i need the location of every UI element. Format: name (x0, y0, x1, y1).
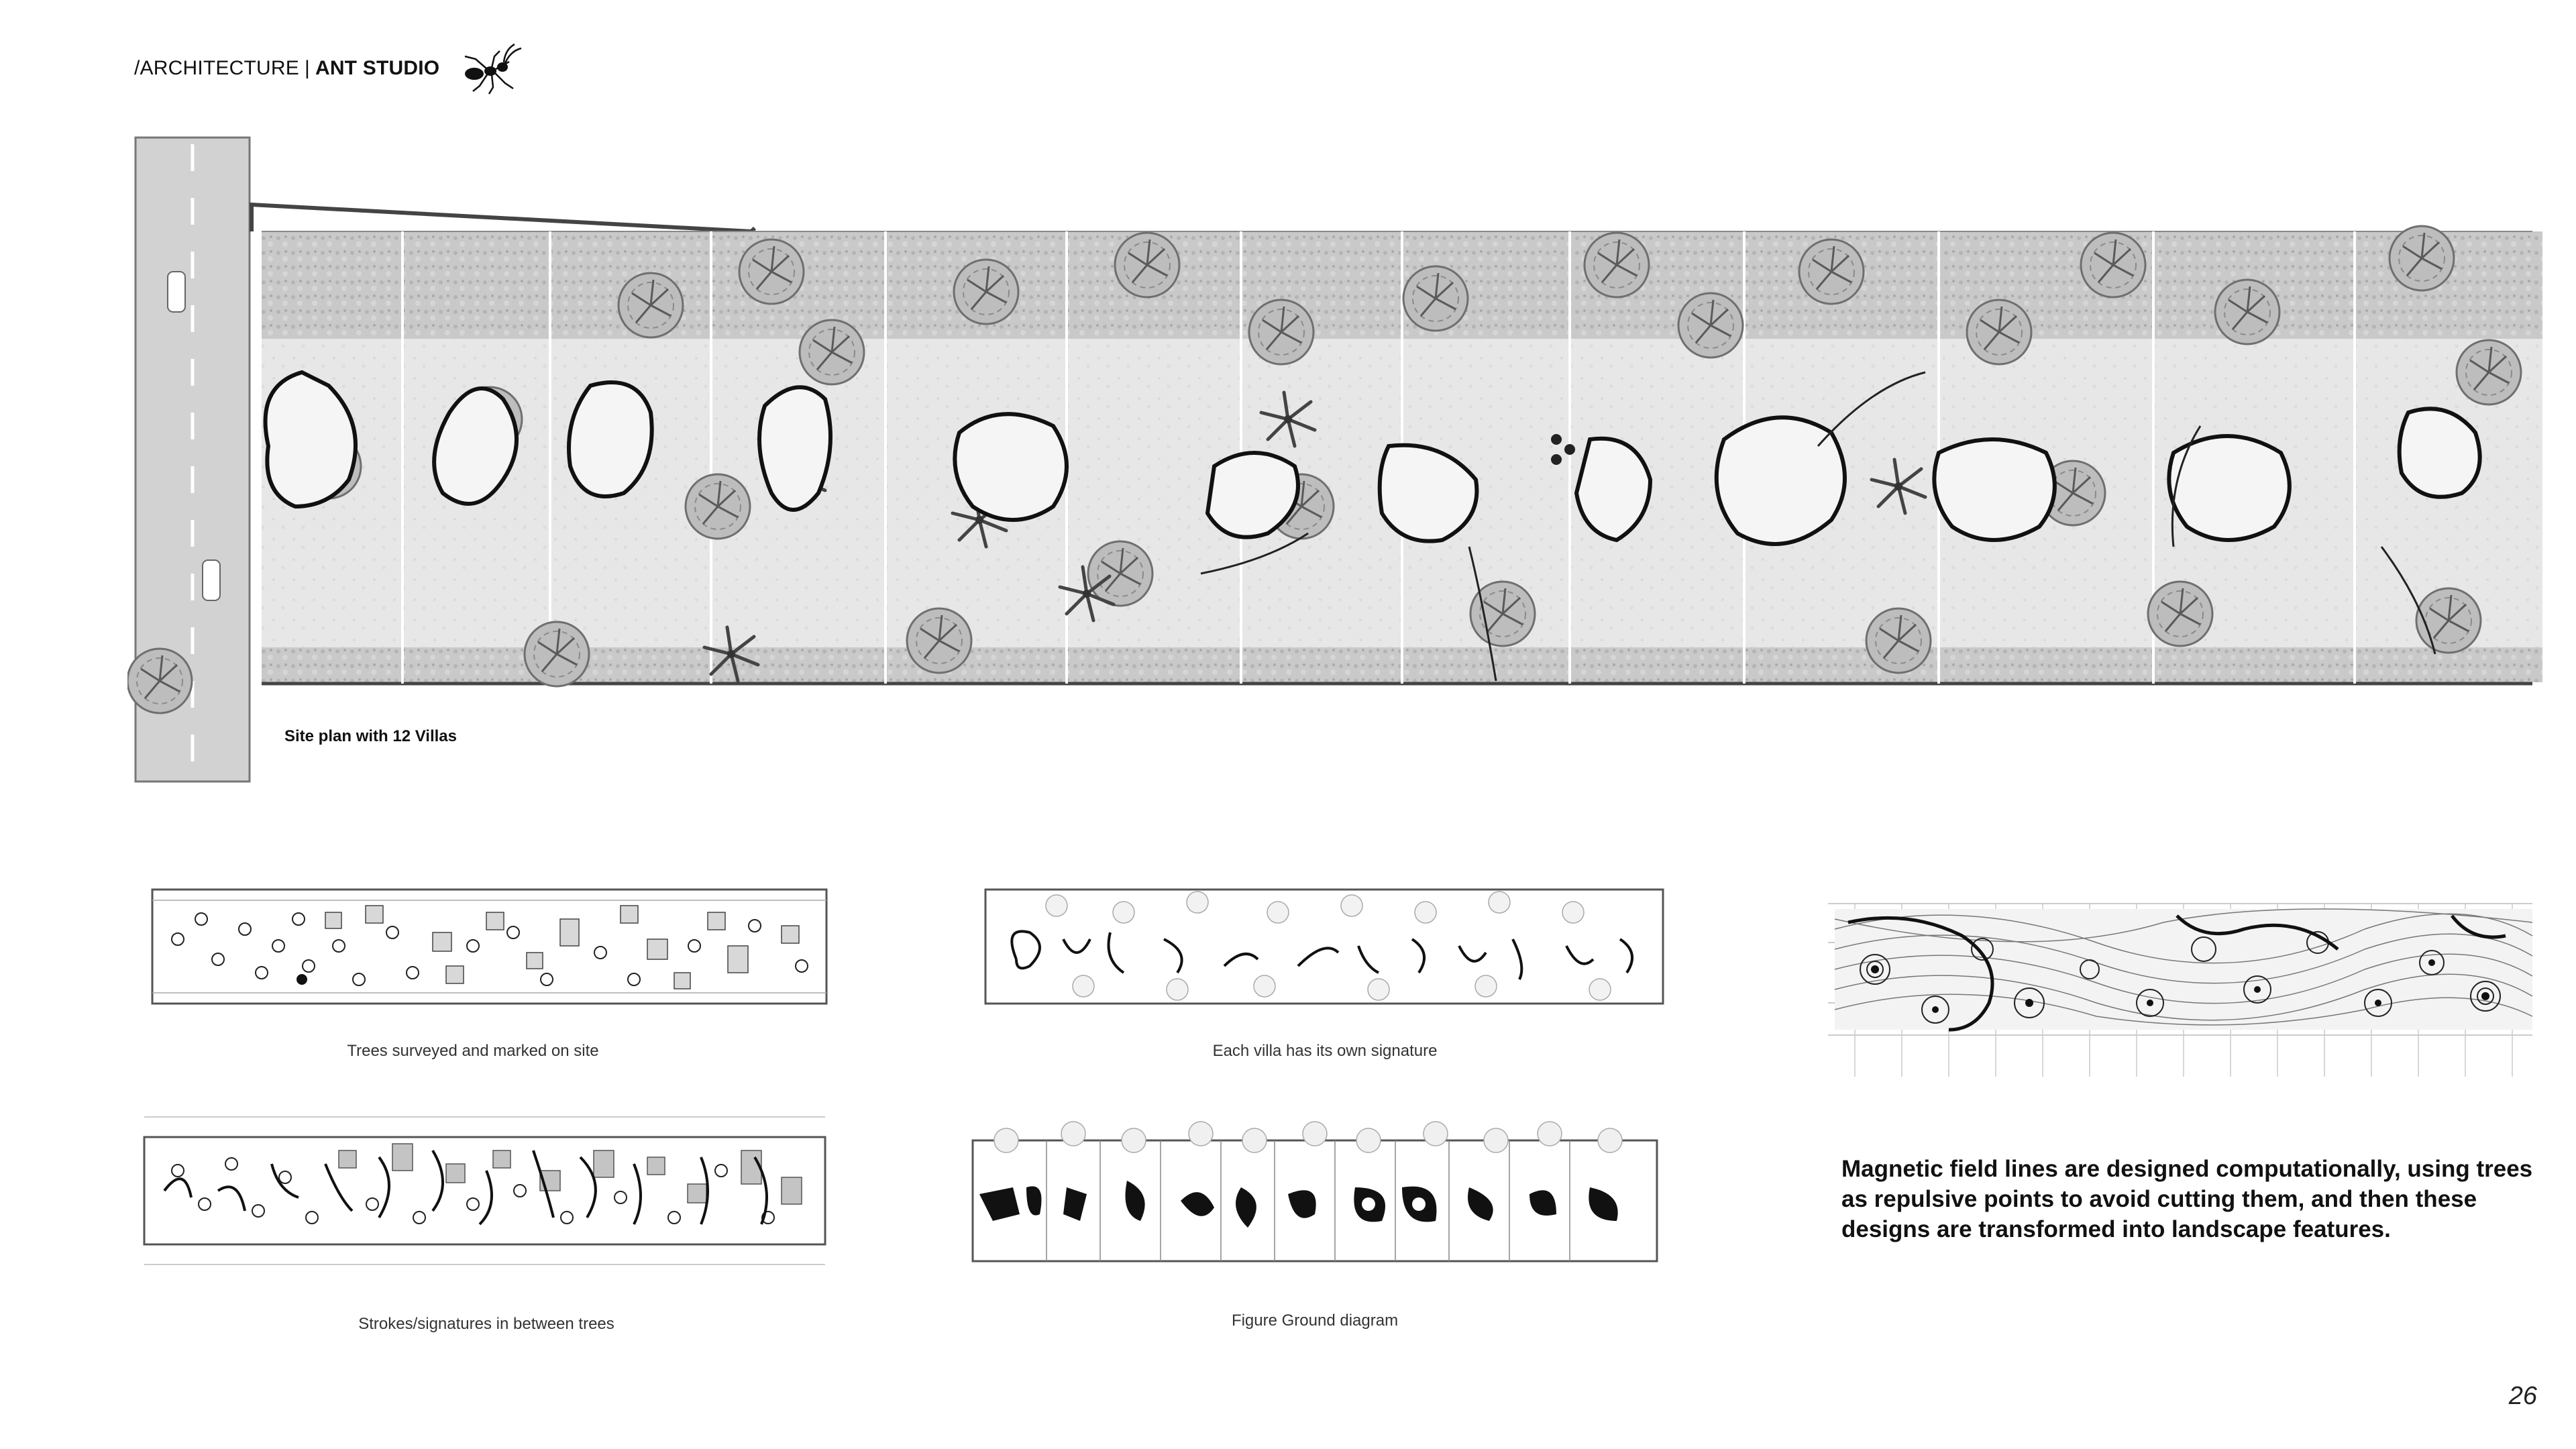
ant-logo-icon (435, 42, 536, 95)
villa-signature-caption: Each villa has its own signature (1212, 1042, 1438, 1060)
villa-3 (569, 382, 652, 496)
site-plan-caption: Site plan with 12 Villas (284, 727, 457, 745)
page-number: 26 (2508, 1382, 2537, 1410)
villa-signature-diagram (976, 865, 1674, 1040)
trees-survey-caption: Trees surveyed and marked on site (347, 1042, 599, 1060)
strokes-caption: Strokes/signatures in between trees (358, 1315, 614, 1333)
trees-survey-diagram (138, 865, 835, 1040)
magnetic-field-diagram (1828, 869, 2539, 1083)
header-separator: | (304, 57, 310, 79)
villa-5 (955, 414, 1067, 520)
section-label: /ARCHITECTURE (134, 57, 299, 79)
site-plan-drawing (127, 131, 2556, 788)
magnetic-field-description: Magnetic field lines are designed computationally, using trees as repulsive points to avoid cutting them, and then these designs are transformed into landscape features. (1841, 1156, 2533, 1242)
villa-4 (759, 387, 830, 510)
studio-name: ANT STUDIO (315, 57, 440, 79)
page-header (134, 42, 536, 95)
figure-ground-caption: Figure Ground diagram (1231, 1311, 1399, 1330)
villa-12 (2400, 409, 2480, 496)
villa-10 (1934, 439, 2055, 540)
car-icon (203, 560, 220, 600)
figure-ground-diagram (966, 1114, 1670, 1301)
strokes-diagram (138, 1090, 835, 1305)
car-icon (168, 272, 185, 312)
